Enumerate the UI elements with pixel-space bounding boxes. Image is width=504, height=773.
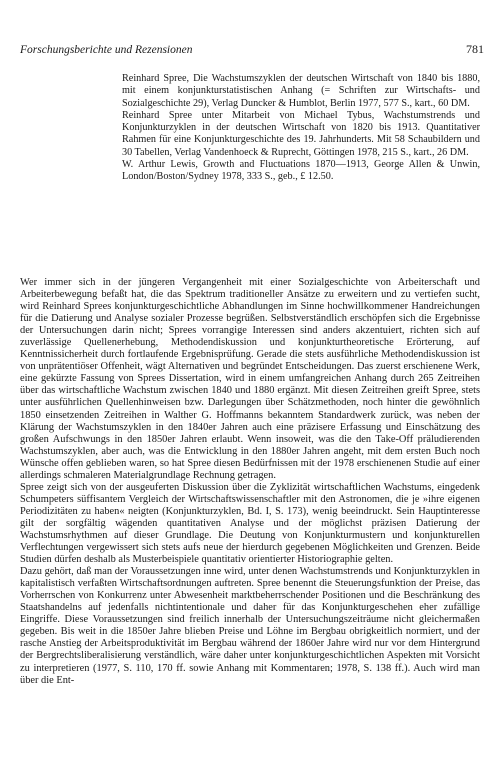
review-body (20, 277, 480, 687)
body-paragraph: Wer immer sich in der jüngeren Vergangenheit mit einer Sozialgeschichte von Arbeiterschaft und Arbeiterbewegung befaßt hat, die das Spektrum traditioneller Ansätze zu erweitern und zu vertiefen sucht, wird Reinhard Sprees konjunkturgeschichtliche Abhandlungen im Sinne hochwillkommener Handreichungen für die Datierung und Analyse sozialer Prozesse begrüßen. Selbstverständlich erschöpfen sich die Ergebnisse der Untersuchungen darin nicht; Sprees vorrangige Interessen sind anders akzentuiert, richten sich auf zuverlässige Quellenerhebung, Methodendiskussion und konjunkturtheoretische Erörterung, auf Kenntnissicherheit durch fortlaufende Ergebnisprüfung. Gerade die stets ausführliche Methodendiskussion ist von unprätentiöser Offenheit, wägt Alternativen und begründet Entscheidungen. Das zuerst erschienene Werk, eine gekürzte Fassung von Sprees Dissertation, wird in einem umfangreichen Anhang durch 265 Zeitreihen über das wirtschaftliche Wachstum zwischen 1840 und 1880 ergänzt. Mit diesen Zeitreihen greift Spree, stets unter ausführlichen Quellenhinweisen bzw. Darlegungen über Schätzmethoden, noch hinter die gewöhnlich 1850 einsetzenden Zeitreihen in Walther G. Hoffmanns bekanntem Standardwerk zurück, was neben der Klärung der Wachstumszyklen in den 1840er Jahren auch eine präzisere Erfassung und Einschätzung des großen Aufschwungs in den 1850er Jahren erlaubt. Wenn insoweit, was die den Take-Off präludierenden Wachstumszyklen, aber auch, was die Entwicklung in den 1880er Jahren angeht, mit dem ersten Buch noch Wünsche offen geblieben waren, so hat Spree diesen Bedürfnissen mit der 1978 erschienenen Studie auf einer allerdings schmaleren Materialgrundlage Rechnung getragen. (20, 277, 480, 481)
bibliography-entry: W. Arthur Lewis, Growth and Fluctuations 1870—1913, George Allen & Unwin, London/Boston/Sydney 1978, 333 S., geb., £ 12.50. (122, 158, 480, 182)
page-number: 781 (466, 42, 484, 56)
running-title: Forschungsberichte und Rezensionen (20, 44, 193, 56)
running-header (20, 42, 484, 57)
bibliography-block (122, 73, 480, 183)
bibliography-entry: Reinhard Spree, Die Wachstumszyklen der deutschen Wirtschaft von 1840 bis 1880, mit einem konjunkturstatistischen Anhang (= Schriften zur Wirtschafts- und Sozialgeschichte 29), Verlag Duncker & Humblot, Berlin 1977, 577 S., kart., 60 DM. (122, 73, 480, 109)
body-paragraph: Dazu gehört, daß man der Voraussetzungen inne wird, unter denen Wachstumstrends und Konjunkturzyklen in kapitalistisch verfaßten Wirtschaftsordnungen auftreten. Spree benennt die Steuerungsfunktion der Preise, das Vorherrschen von Konkurrenz unter Abwesenheit marktbeherrschender Positionen und die Beschränkung des Staatshandelns auf jedenfalls nichtintentionale und daher für das Konjunkturgeschehen eher zufällige Eingriffe. Diese Voraussetzungen sind freilich innerhalb der Untersuchungszeiträume nicht gleichermaßen gegeben. Bis weit in die 1850er Jahre blieben Preise und Löhne im Bergbau obrigkeitlich normiert, und der rasche Anstieg der Arbeitsproduktivität im Bergbau während der 1860er Jahre wird nur vor dem Hintergrund der Bergrechtsliberalisierung verständlich, wäre daher unter konjunkturgeschichtlichen Aspekten mit Vorsicht zu interpretieren (1977, S. 110, 170 ff. sowie Anhang mit Kommentaren; 1978, S. 138 ff.). Auch wird man über die Ent- (20, 566, 480, 686)
bibliography-entry: Reinhard Spree unter Mitarbeit von Michael Tybus, Wachstumstrends und Konjunkturzyklen in der deutschen Wirtschaft von 1820 bis 1913. Quantitativer Rahmen für eine Konjunkturgeschichte des 19. Jahrhunderts. Mit 58 Schaubildern und 30 Tabellen, Verlag Vandenhoeck & Ruprecht, Göttingen 1978, 215 S., kart., 26 DM. (122, 109, 480, 158)
body-paragraph: Spree zeigt sich von der ausgeuferten Diskussion über die Zyklizität wirtschaftlichen Wachstums, eingedenk Schumpeters süffisantem Vergleich der Wirtschaftswissenschaftler mit den Astronomen, die je »ihre eigenen Periodizitäten zu haben« neigten (Konjunkturzyklen, Bd. I, S. 173), wenig beeindruckt. Sein Hauptinteresse gilt der sorgfältig wägenden quantitativen Analyse und der möglichst präzisen Datierung der Wachstumsrhythmen auf dieser Grundlage. Die Deutung von Konjunkturmustern und konjunkturellen Verflechtungen vergewissert sich stets aufs neue der hierdurch gegebenen Möglichkeiten und Grenzen. Beide Studien dürfen deshalb als Musterbeispiele quantitativ orientierter Historiographie gelten. (20, 481, 480, 566)
